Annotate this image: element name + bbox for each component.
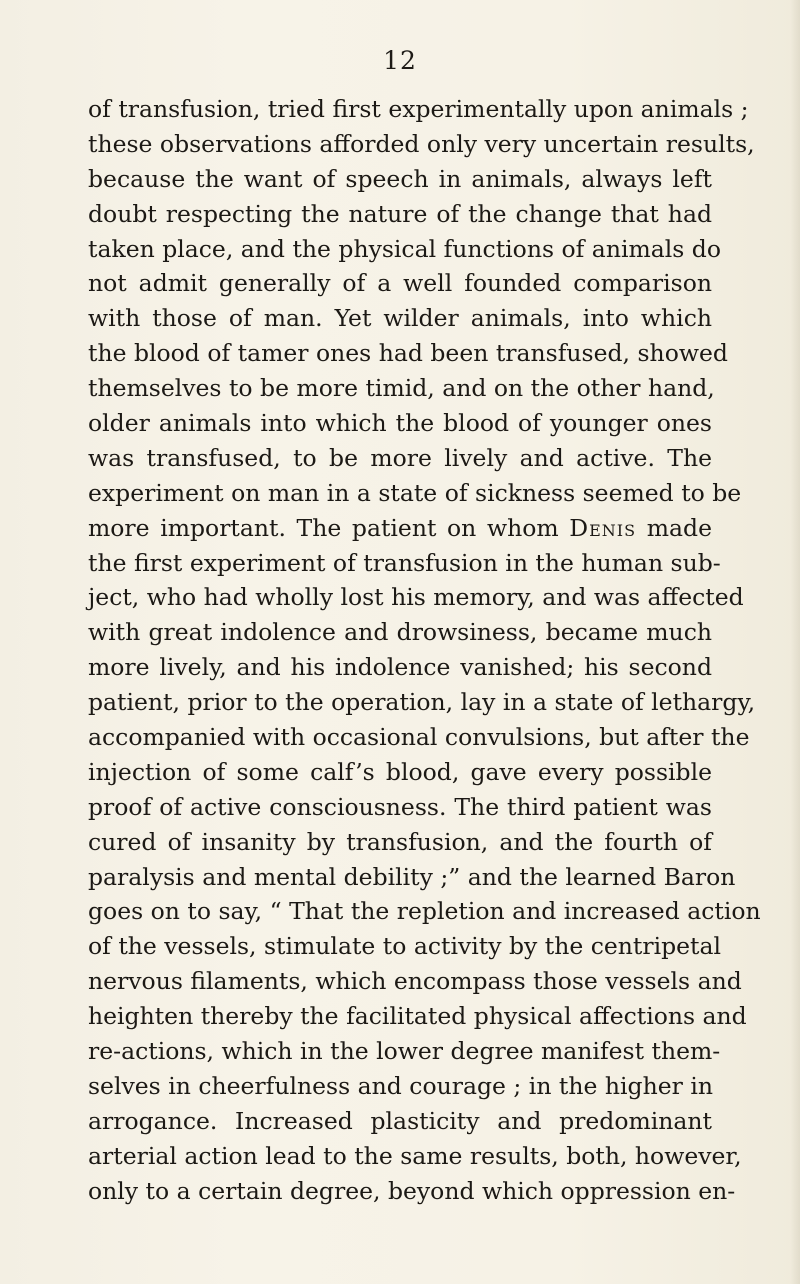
text-line-31: arterial action lead to the same results, both, however, — [88, 1141, 742, 1170]
text-line-20: injection of some calf’s blood, gave every possible — [88, 757, 712, 786]
text-line-22: cured of insanity by transfusion, and the fourth of — [88, 827, 712, 856]
text-line-11: was transfused, to be more lively and active. The — [88, 443, 712, 472]
text-line-30: arrogance. Increased plasticity and predominant — [88, 1106, 712, 1135]
text-line-7: with those of man. Yet wilder animals, into which — [88, 304, 712, 333]
text-line-21: proof of active consciousness. The third patient was — [88, 792, 712, 821]
page-edge-shadow — [790, 0, 800, 1284]
text-line-14: the first experiment of transfusion in the human sub- — [88, 548, 721, 577]
text-line-9: themselves to be more timid, and on the other hand, — [88, 374, 715, 403]
text-line-12: experiment on man in a state of sickness seemed to be — [88, 478, 742, 507]
text-line-23: paralysis and mental debility ;” and the learned Baron — [88, 862, 736, 891]
text-line-15: ject, who had wholly lost his memory, and was affected — [88, 583, 744, 612]
text-line-29: selves in cheerfulness and courage ; in the higher in — [88, 1071, 713, 1100]
text-line-13 — [88, 511, 712, 546]
page-number: 12 — [383, 46, 417, 75]
text-line-18: patient, prior to the operation, lay in a state of lethargy, — [88, 688, 756, 717]
text-line-26: nervous filaments, which encompass those vessels and — [88, 967, 742, 996]
text-line-13-start: more important. The patient on whom — [88, 513, 559, 542]
text-line-3: because the want of speech in animals, always left — [88, 164, 712, 193]
text-line-19: accompanied with occasional convulsions, but after the — [88, 723, 750, 752]
text-line-2: these observations afforded only very uncertain results, — [88, 129, 755, 158]
text-line-32: only to a certain degree, beyond which oppression en- — [88, 1176, 736, 1205]
text-line-5: taken place, and the physical functions of animals do — [88, 234, 721, 263]
text-line-28: re-actions, which in the lower degree manifest them- — [88, 1037, 721, 1066]
text-line-8: the blood of tamer ones had been transfused, showed — [88, 339, 728, 368]
text-line-25: of the vessels, stimulate to activity by the centripetal — [88, 932, 722, 961]
text-line-10: older animals into which the blood of younger ones — [88, 409, 712, 438]
person-name: Denis — [569, 513, 637, 542]
text-line-4: doubt respecting the nature of the change that had — [88, 199, 712, 228]
text-line-17: more lively, and his indolence vanished; his second — [88, 653, 712, 682]
text-line-16: with great indolence and drowsiness, became much — [88, 618, 712, 647]
text-line-1: of transfusion, tried first experimentally upon animals ; — [88, 95, 749, 123]
text-line-27: heighten thereby the facilitated physical affections and — [88, 1002, 747, 1031]
text-line-13-end: made — [646, 513, 712, 542]
text-line-24: goes on to say, “ That the repletion and increased action — [88, 897, 761, 926]
text-line-6: not admit generally of a well founded comparison — [88, 269, 712, 298]
body-text — [88, 92, 761, 1209]
